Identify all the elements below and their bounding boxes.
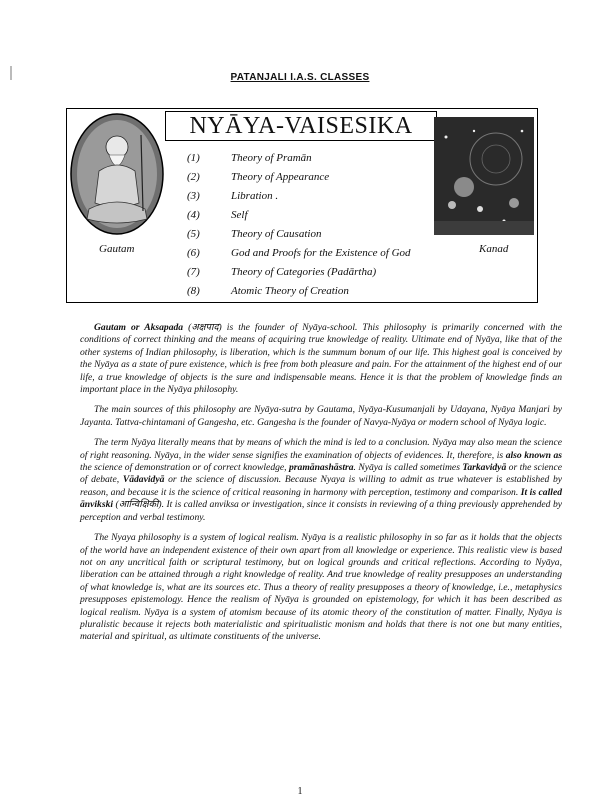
paragraph-1: Gautam or Aksapada (अक्षपाद) is the founder of Nyāya-school. This philosophy is primarily concerned with the conditions of correct thinking and the means of acquiring true knowledge of reality. Ultimate end of Nyāya, like that of the other systems of Indian philosophy, is liberation, which is the summum bonum of our life. This highest goal is conceived by the Nyāya as a state of pure existence, which is free from both pleasure and pain. For the attainment of the highest end of our life, a true knowledge of objects is the sure and indispensable means. Hence it is that the problem of knowledge finds an important place in the Nyāya philosophy. bbox=[80, 322, 562, 396]
topic-item: (1) Theory of Pramān bbox=[187, 152, 312, 164]
institute-header: PATANJALI I.A.S. CLASSES bbox=[230, 72, 370, 83]
kanad-cosmos-image bbox=[434, 117, 534, 235]
topic-item: (4) Self bbox=[187, 209, 248, 221]
banner-title: NYĀYA-VAISESIKA bbox=[189, 113, 413, 139]
topic-item: (8) Atomic Theory of Creation bbox=[187, 285, 349, 297]
paragraph-3: The term Nyāya literally means that by means of which the mind is led to a conclusion. Nyāya may also mean the science of right reasoning. Nyāya, in the wider sense signifies the examination of objects of evidences. It, therefore, is also known as the science of demonstration or of correct knowledge, pramānashāstra. Nyāya is called sometimes Tarkavidyā or the science of debate, Vādavidyā or the science of discussion. Because Nyaya is willing to admit as true whatever is established by reason, and because it is the science of critical reasoning in harmony with perception, testimony and comparison. It is called ānvikski (आन्विक्षिकी). It is called anviksa or investigation, since it consists in reviewing of a thing previously apprehended by perception and verbal testimony. bbox=[80, 437, 563, 523]
paragraph-2: The main sources of this philosophy are Nyāya-sutra by Gautama, Nyāya-Kusumanjali by Udayana, Nyāya Manjari by Jayanta. Tattva-chintamani of Gangesha, etc. Gangesha is the founder of Navya-Nyāya or modern school of Nyāya logic. bbox=[80, 404, 562, 428]
title-box bbox=[165, 111, 437, 141]
kanad-caption: Kanad bbox=[479, 243, 509, 255]
page-number: 1 bbox=[297, 786, 303, 797]
gautam-caption: Gautam bbox=[99, 243, 135, 255]
topic-item: (6) God and Proofs for the Existence of God bbox=[187, 247, 411, 259]
topics-list bbox=[187, 149, 411, 301]
banner-frame bbox=[66, 108, 538, 303]
paragraph-4: The Nyaya philosophy is a system of logical realism. Nyāya is a realistic philosophy in so far as it holds that the objects of the world have an independent existence of their own apart from all knowledge or experience. This realistic view is based not on any uncritical faith or scriptural testimony, but on logical grounds and critical reflections. According to Nyāya, liberation can be attained through a right knowledge of reality. And true knowledge of reality presupposes an understanding of what knowledge is, what are its sources etc. Thus a theory of reality presupposes a theory of knowledge, i.e., metaphysics presupposes epistemology. Hence the realism of Nyāya is grounded on epistemology, for which it has been described as logical realism. Nyāya is a system of atomism because of its atomic theory of the constitution of matter. Finally, Nyāya is pluralistic because it rejects both materialistic and spiritualistic monism and holds that there is not one but many entities, material and spiritual, as ultimate constituents of the universe. bbox=[80, 532, 562, 643]
topic-item: (5) Theory of Causation bbox=[187, 228, 322, 240]
topic-item: (3) Libration . bbox=[187, 190, 279, 202]
body-text bbox=[80, 322, 562, 652]
topic-item: (7) Theory of Categories (Padārtha) bbox=[187, 266, 377, 278]
gautam-portrait-image bbox=[69, 111, 165, 237]
topic-item: (2) Theory of Appearance bbox=[187, 171, 330, 183]
